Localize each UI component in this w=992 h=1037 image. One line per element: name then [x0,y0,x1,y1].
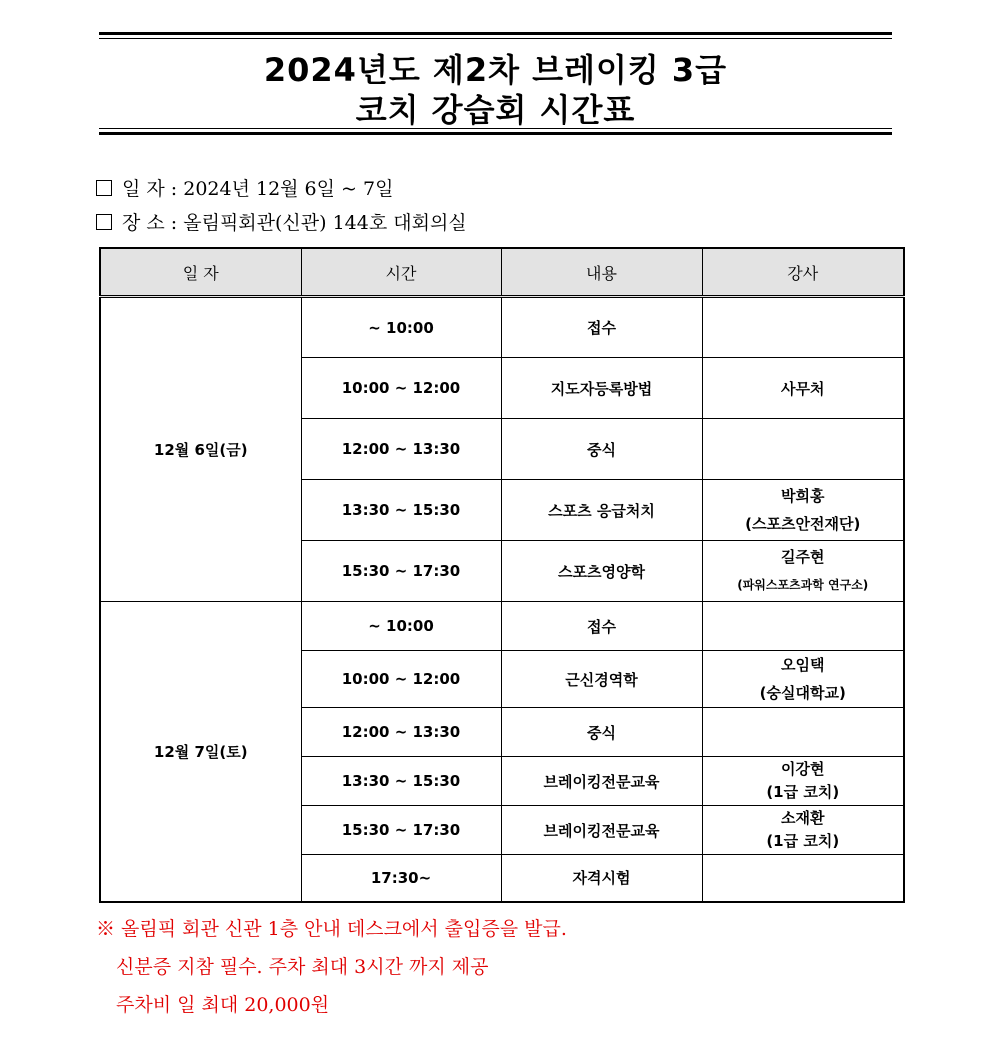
instructor-cell [702,757,904,806]
content-cell: 스포츠영양학 [501,541,702,602]
instructor-cell [702,651,904,708]
note-line-2: 신분증 지참 필수. 주차 최대 3시간 까지 제공 [116,956,489,978]
header-content: 내용 [501,248,702,297]
time-cell: 10:00 ~ 12:00 [301,651,501,708]
place-label: 장 소 : [122,212,184,234]
title-rule-bottom [99,132,892,135]
instructor-cell [702,541,904,602]
checkbox-icon [96,180,112,196]
time-cell: 13:30 ~ 15:30 [301,480,501,541]
instructor-affiliation: (스포츠안전재단) [745,515,861,533]
day2-label: 12월 7일(토) [100,602,301,902]
day1-label: 12월 6일(금) [100,297,301,602]
instructor-affiliation: (1급 코치) [766,783,840,801]
instructor-cell [702,806,904,855]
instructor-affiliation: (숭실대학교) [759,684,846,702]
instructor-cell [702,480,904,541]
note-line-3: 주차비 일 최대 20,000원 [116,994,330,1016]
header-date: 일 자 [100,248,301,297]
info-place [96,208,467,235]
instructor-cell: 사무처 [702,358,904,419]
notes-block [96,910,567,1024]
content-cell: 중식 [501,708,702,757]
info-date [96,174,393,201]
time-cell: 15:30 ~ 17:30 [301,806,501,855]
page-title-line1: 2024년도 제2차 브레이킹 3급 [263,51,728,89]
time-cell: 10:00 ~ 12:00 [301,358,501,419]
note-line-1: ※ 올림픽 회관 신관 1층 안내 데스크에서 출입증을 발급. [96,918,567,940]
schedule-table [99,247,905,903]
table-row [100,297,904,358]
content-cell: 브레이킹전문교육 [501,757,702,806]
content-cell: 브레이킹전문교육 [501,806,702,855]
instructor-name: 박희홍 [781,487,825,505]
header-instructor: 강사 [702,248,904,297]
instructor-affiliation: (파워스포츠과학 연구소) [737,578,869,592]
instructor-cell [702,297,904,358]
time-cell: 15:30 ~ 17:30 [301,541,501,602]
time-cell: 12:00 ~ 13:30 [301,419,501,480]
instructor-name: 길주현 [781,548,825,566]
table-row [100,602,904,651]
instructor-name: 소재환 [781,809,825,827]
instructor-name: 이강현 [781,760,825,778]
content-cell: 스포츠 응급처치 [501,480,702,541]
date-value: 2024년 12월 6일 ~ 7일 [183,178,394,200]
content-cell: 지도자등록방법 [501,358,702,419]
time-cell: 13:30 ~ 15:30 [301,757,501,806]
time-cell: 12:00 ~ 13:30 [301,708,501,757]
page-title-line2: 코치 강습회 시간표 [355,91,636,129]
instructor-cell [702,602,904,651]
place-value: 올림픽회관(신관) 144호 대회의실 [183,212,467,234]
instructor-cell [702,855,904,902]
instructor-name: 오임택 [781,656,825,674]
instructor-cell [702,708,904,757]
instructor-affiliation: (1급 코치) [766,832,840,850]
content-cell: 접수 [501,297,702,358]
content-cell: 접수 [501,602,702,651]
title-block [99,32,892,136]
instructor-cell [702,419,904,480]
time-cell: ~ 10:00 [301,297,501,358]
content-cell: 중식 [501,419,702,480]
checkbox-icon [96,214,112,230]
time-cell: 17:30~ [301,855,501,902]
header-time: 시간 [301,248,501,297]
time-cell: ~ 10:00 [301,602,501,651]
title-rule-bottom-thin [99,128,892,129]
title-rule-top [99,32,892,35]
date-label: 일 자 : [122,178,184,200]
table-header-row [100,248,904,297]
content-cell: 자격시험 [501,855,702,902]
title-rule-top-thin [99,38,892,39]
content-cell: 근신경역학 [501,651,702,708]
